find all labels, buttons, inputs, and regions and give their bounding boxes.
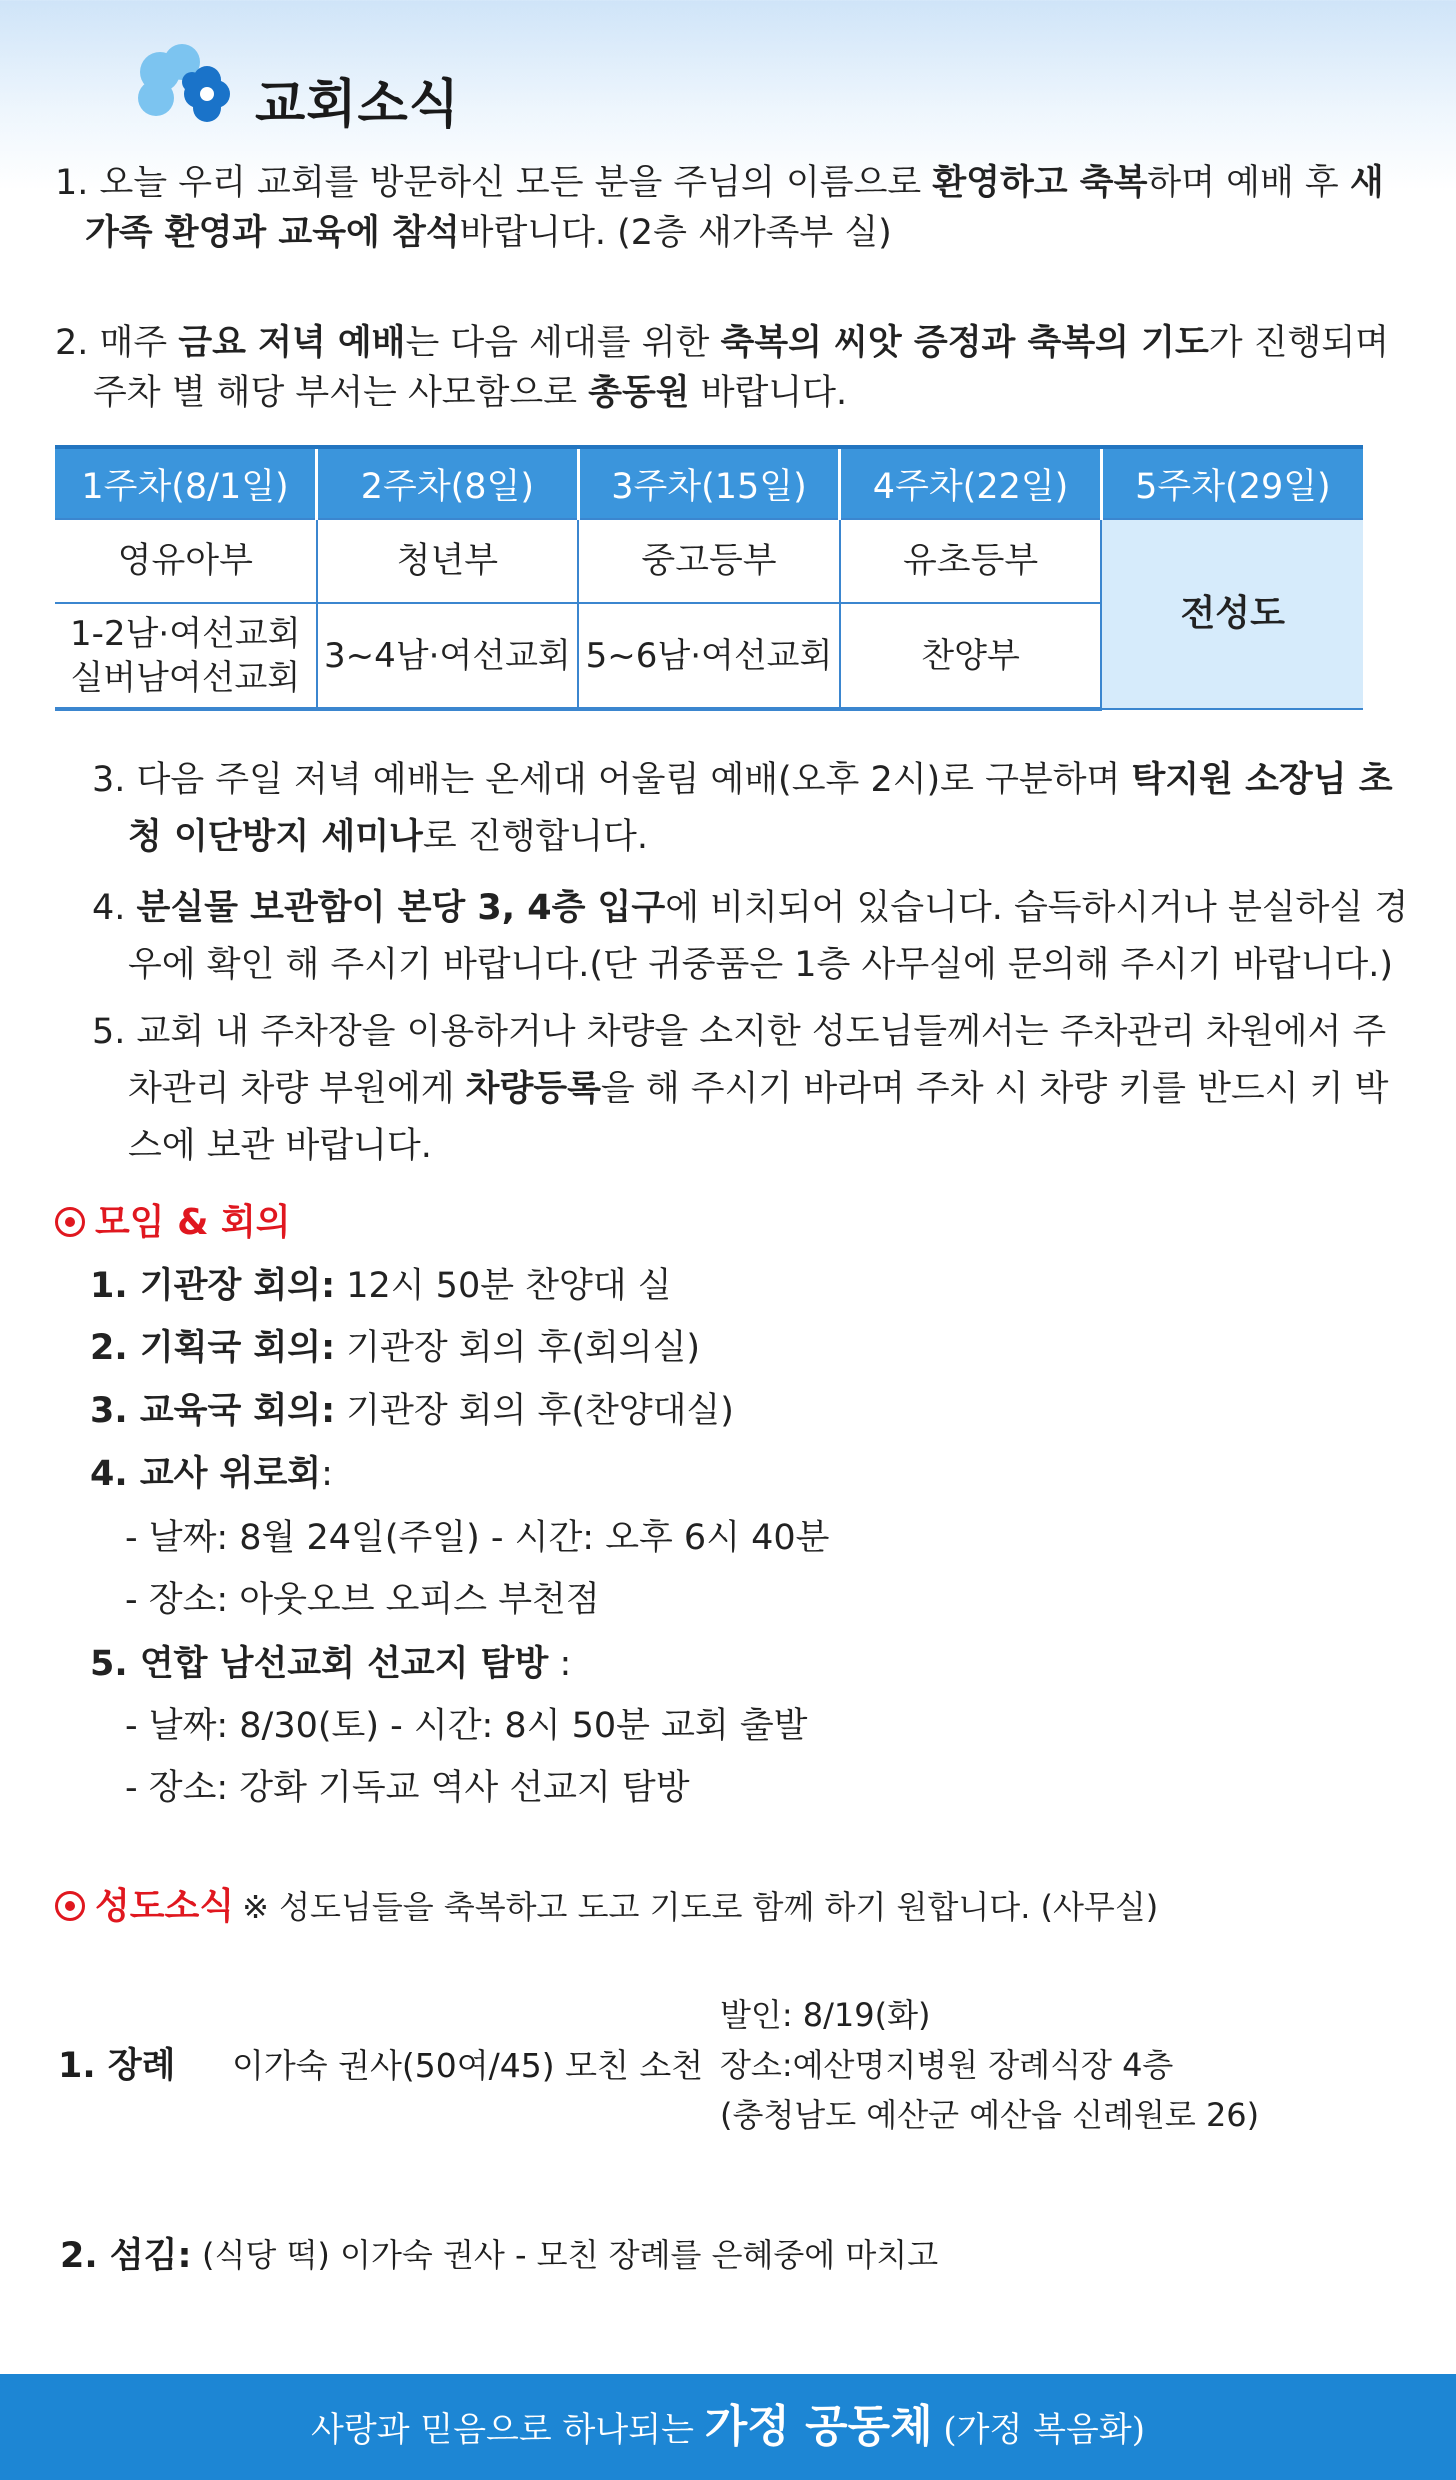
week-4-header: 4주차(22일) [840,447,1102,519]
meetings-heading [55,1194,291,1245]
notice-3-line-2 [92,809,1382,866]
footer-emphasis: 가정 공동체 [704,2401,933,2452]
notice-1-line-1 [55,158,1384,208]
text: 하며 예배 후 [1147,163,1350,203]
emphasis: 탁지원 소장님 초 [1131,760,1393,800]
text: 바랍니다. [689,373,848,413]
text: 차관리 차량 부원에게 [128,1069,466,1109]
notice-5-line-1: 5. 교회 내 주차장을 이용하거나 차량을 소지한 성도님들께서는 주차관리 차원에서 주 [92,1012,1387,1052]
friday-schedule-table [55,445,1363,711]
emphasis: 청 이단방지 세미나 [128,817,423,857]
meeting-label: 2. 기획국 회의: [90,1328,336,1368]
target-bullet-icon [55,1207,85,1237]
meeting-colon: : [548,1644,572,1684]
meeting-item-3 [90,1383,734,1433]
member-news-note: ※ 성도님들을 축복하고 도고 기도로 함께 하기 원합니다. (사무실) [242,1888,1159,1926]
notice-item-2 [55,318,1389,418]
table-cell: 3~4남·여선교회 [317,603,579,709]
funeral-description: 이가숙 권사(50여/45) 모친 소천 [232,2046,704,2085]
funeral-procession: 발인: 8/19(화) [720,1996,931,2034]
table-cell: 유초등부 [840,519,1102,603]
week-3-header: 3주차(15일) [578,447,840,519]
notice-5-line-3: 스에 보관 바랍니다. [128,1126,432,1166]
meeting-item-1 [90,1258,672,1308]
notice-2-line-1 [55,318,1389,368]
table-row [55,519,1363,603]
footer-prefix: 사랑과 믿음으로 하나되는 [311,2410,705,2450]
meeting-4-date: - 날짜: 8월 24일(주일) - 시간: 오후 6시 40분 [125,1518,830,1558]
table-header-row [55,447,1363,519]
meeting-item-4 [90,1446,333,1496]
week-1-header: 1주차(8/1일) [55,447,317,519]
week-2-header: 2주차(8일) [317,447,579,519]
funeral-place: 장소:예산명지병원 장례식장 4층 [720,2046,1174,2084]
meetings-heading-text: 모임 & 회의 [95,1202,291,1243]
member-news-heading-text: 성도소식 [95,1886,235,1927]
member-news-heading [55,1878,1158,1929]
text: 가 진행되며 [1208,323,1389,363]
meeting-item-5 [90,1636,571,1686]
meeting-5-place: - 장소: 강화 기독교 역사 선교지 탐방 [125,1768,690,1808]
meeting-5-date: - 날짜: 8/30(토) - 시간: 8시 50분 교회 출발 [125,1706,808,1746]
cell-line: 실버남여선교회 [70,657,301,698]
notice-item-4 [92,880,1409,994]
meeting-label: 5. 연합 남선교회 선교지 탐방 [90,1644,549,1684]
notice-1-line-2 [55,208,1375,258]
footer-suffix: (가정 복음화) [932,2410,1145,2450]
meeting-value: 기관장 회의 후(회의실) [335,1328,701,1368]
emphasis: 차량등록 [465,1069,601,1109]
footer-banner [0,2374,1456,2480]
service-description: (식당 떡) 이가숙 권사 - 모친 장례를 은혜중에 마치고 [202,2236,939,2274]
meeting-value: 기관장 회의 후(찬양대실) [335,1391,734,1431]
meeting-label: 1. 기관장 회의: [90,1266,336,1306]
text: 2. 매주 [55,323,179,363]
meeting-label: 3. 교육국 회의: [90,1391,336,1431]
emphasis: 분실물 보관함이 본당 3, 4층 입구 [136,888,666,928]
text: 로 진행합니다. [422,817,648,857]
target-bullet-icon [55,1891,85,1921]
funeral-address: (충청남도 예산군 예산읍 신례원로 26) [720,2096,1260,2134]
emphasis: 가족 환영과 교육에 참석 [85,213,460,253]
table-cell: 중고등부 [578,519,840,603]
emphasis: 금요 저녁 예배 [178,323,406,363]
table-cell: 청년부 [317,519,579,603]
notice-3-line-1 [92,752,1393,809]
table-cell: 찬양부 [840,603,1102,709]
text: 1. 오늘 우리 교회를 방문하신 모든 분을 주님의 이름으로 [55,163,933,203]
table-cell [55,603,317,709]
emphasis: 새 [1349,163,1384,203]
notice-4-line-1 [92,880,1409,937]
week-5-cell: 전성도 [1101,519,1363,709]
text: 4. [92,888,137,928]
notice-4-line-2: 우에 확인 해 주시기 바랍니다.(단 귀중품은 1층 사무실에 문의해 주시기 바랍니다.) [128,945,1394,985]
meeting-label: 4. 교사 위로회 [90,1454,322,1494]
notice-5-line-2 [92,1061,1389,1118]
text: 바랍니다. (2층 새가족부 실) [459,213,892,253]
flower-logo-icon [138,44,238,134]
emphasis: 환영하고 축복 [932,163,1148,203]
table-cell: 5~6남·여선교회 [578,603,840,709]
text: 주차 별 해당 부서는 사모함으로 [93,373,589,413]
text: 는 다음 세대를 위한 [405,323,721,363]
notice-item-1 [55,158,1384,258]
funeral-label: 1. 장례 [58,2046,176,2086]
page-title: 교회소식 [255,75,460,135]
meeting-item-2 [90,1320,700,1370]
week-5-header: 5주차(29일) [1101,447,1363,519]
text: 3. 다음 주일 저녁 예배는 온세대 어울림 예배(오후 2시)로 구분하며 [92,760,1132,800]
service-label: 2. 섬김: [60,2236,192,2276]
text: 을 해 주시기 바라며 주차 시 차량 키를 반드시 키 박 [600,1069,1389,1109]
emphasis: 총동원 [588,373,690,413]
meeting-colon: : [321,1454,333,1494]
meeting-4-place: - 장소: 아웃오브 오피스 부천점 [125,1580,600,1620]
meeting-value: 12시 50분 찬양대 실 [335,1266,672,1306]
notice-item-5 [92,1004,1389,1175]
text: 에 비치되어 있습니다. 습득하시거나 분실하실 경 [665,888,1409,928]
notice-item-3 [92,752,1393,866]
table-cell: 영유아부 [55,519,317,603]
notice-2-line-2 [55,368,1375,418]
emphasis: 축복의 씨앗 증정과 축복의 기도 [720,323,1209,363]
cell-line: 1-2남·여선교회 [70,613,301,654]
